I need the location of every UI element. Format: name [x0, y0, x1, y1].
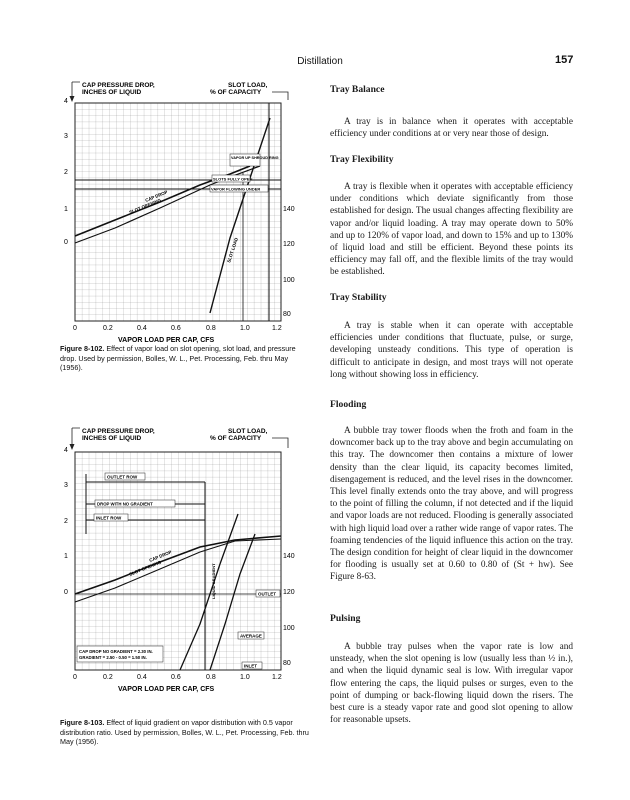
x-tick-0-4: 0.4: [137, 325, 147, 332]
left-tick-0: 0: [64, 239, 68, 246]
x-tick-0-8: 0.8: [206, 325, 216, 332]
outlet-row-label: OUTLET ROW: [107, 474, 138, 480]
left-tick-1: 1: [64, 206, 68, 213]
right-axis-title-line1: SLOT LOAD,: [228, 82, 268, 89]
figure-8-102-chart: [60, 78, 300, 348]
x-tick-1-2: 1.2: [272, 674, 282, 681]
left-tick-2: 2: [64, 169, 68, 176]
left-tick-3: 3: [64, 482, 68, 489]
right-tick-140: 140: [283, 553, 295, 560]
left-tick-0: 0: [64, 589, 68, 596]
right-tick-80: 80: [283, 311, 291, 318]
figure-8-103: [60, 424, 300, 704]
running-title: Distillation: [297, 56, 343, 67]
inlet-row-label: INLET ROW: [96, 515, 122, 521]
slot-load-label: SLOT LOAD: [226, 237, 239, 264]
right-tick-120: 120: [283, 241, 295, 248]
right-axis-title-line1: SLOT LOAD,: [228, 428, 268, 435]
x-tick-0-2: 0.2: [103, 674, 113, 681]
x-tick-0-6: 0.6: [171, 325, 181, 332]
x-tick-1-2: 1.2: [272, 325, 282, 332]
left-axis-title-line1: CAP PRESSURE DROP,: [82, 82, 155, 89]
left-axis-arrow: [70, 444, 75, 450]
page-number: 157: [555, 54, 574, 66]
right-tick-100: 100: [283, 625, 295, 632]
paragraph-tray-flexibility: A tray is flexible when it operates with acceptable efficiency under conditions which deviate significantly from those established for design. The usual changes affecting flexibility are vapor and/or liquid loading. A tray may operate down to 50% and up to 120% of vapor load, and down to 15% and up to 130% of liquid load and still be efficient. Beyond these points its efficiency may fall off, and the flexible limits of the tray would be established.: [330, 182, 573, 278]
vapor-flowing-under-label: VAPOR FLOWING UNDER: [211, 186, 261, 192]
x-tick-0-6: 0.6: [171, 674, 181, 681]
x-tick-0-4: 0.4: [137, 674, 147, 681]
slot-opening-label: SLOT OPENING: [128, 559, 162, 577]
left-axis-arrow: [70, 96, 75, 102]
figure-8-102: [60, 78, 300, 348]
heading-tray-balance: Tray Balance: [330, 84, 385, 95]
x-axis-title: VAPOR LOAD PER CAP, CFS: [118, 686, 215, 693]
note-line-1: CAP DROP NO GRADIENT = 2.30 IN.: [79, 649, 153, 654]
left-tick-4: 4: [64, 98, 68, 105]
x-axis-title: VAPOR LOAD PER CAP, CFS: [118, 337, 215, 344]
x-tick-0-8: 0.8: [206, 674, 216, 681]
plot-area: [75, 103, 281, 321]
left-tick-4: 4: [64, 447, 68, 454]
slot-opening-label: SLOT OPENING: [128, 197, 162, 215]
cap-drop-label: CAP DROP: [148, 549, 173, 563]
heading-tray-flexibility: Tray Flexibility: [330, 154, 394, 165]
average-label: AVERAGE: [240, 633, 262, 639]
liquid-gradient-label: LIQUID GRADIENT: [211, 563, 216, 599]
note-line-2: GRADIENT = 2.50 - 0.50 = 1.50 IN.: [79, 655, 147, 660]
right-axis-title-line2: % OF CAPACITY: [210, 89, 262, 96]
x-tick-1-0: 1.0: [240, 325, 250, 332]
cap-drop-label: CAP DROP: [144, 189, 169, 203]
figure-8-103-chart: [60, 424, 300, 704]
left-axis-title-line2: INCHES OF LIQUID: [82, 435, 142, 442]
drop-no-gradient-label: DROP WITH NO GRADIENT: [97, 501, 153, 507]
outlet-label: OUTLET: [258, 591, 276, 597]
left-axis-title-line2: INCHES OF LIQUID: [82, 89, 142, 96]
heading-tray-stability: Tray Stability: [330, 292, 387, 303]
right-axis-title-bracket: [272, 438, 288, 448]
figure-8-102-caption: Figure 8-102. Effect of vapor load on slot opening, slot load, and pressure drop. Used by permission, Bolles, W. L., Pet. Processing, Feb. thru May (1956).: [60, 344, 296, 373]
right-axis-title-bracket: [272, 92, 288, 100]
slots-fully-open-label: SLOTS FULLY OPEN: [213, 176, 253, 182]
left-axis-title-line1: CAP PRESSURE DROP,: [82, 428, 155, 435]
right-tick-120: 120: [283, 589, 295, 596]
heading-flooding: Flooding: [330, 399, 367, 410]
paragraph-tray-stability: A tray is stable when it can operate with acceptable efficiencies under conditions that fluctuate, pulse, or surge, developing unsteady conditions. This type of operation is difficult to anticipate in design, and most trays will not operate long without showing loss in efficiency.: [330, 321, 573, 380]
figure-8-103-caption: Figure 8-103. Effect of liquid gradient on vapor distribution with 0.5 vapor distribution ratio. Used by permission, Bolles, W. L., Pet. Processing, Feb. thru May (1956).: [60, 718, 309, 747]
left-tick-1: 1: [64, 553, 68, 560]
x-tick-0: 0: [73, 325, 77, 332]
x-tick-0: 0: [73, 674, 77, 681]
left-tick-2: 2: [64, 518, 68, 525]
paragraph-tray-balance: A tray is in balance when it operates with acceptable efficiency under conditions at or very near those of design.: [330, 117, 573, 140]
right-tick-100: 100: [283, 277, 295, 284]
left-tick-3: 3: [64, 133, 68, 140]
heading-pulsing: Pulsing: [330, 613, 361, 624]
right-tick-80: 80: [283, 660, 291, 667]
inlet-label: INLET: [244, 663, 257, 669]
paragraph-pulsing: A bubble tray pulses when the vapor rate is low and unsteady, when the slot opening is low (usually less than ½ in.), and when the liquid dynamic seal is low. With irregular vapor flow entering the caps, the liquid pulses or surges, even to the point of dumping or back-flowing liquid down the risers. The best cure is a steady vapor rate and good slot opening to allow for reasonable upsets.: [330, 642, 573, 726]
paragraph-flooding: A bubble tray tower floods when the froth and foam in the downcomer back up to the tray above and begin accumulating on this tray. The downcomer then contains a mixture of lower density than the clear liquid, its capacity becomes limited, disengagement is reduced, and the level rises in the downcomer. This level finally extends onto the tray above, and will progress to the point of filling the column, if not detected and if the liquid and vapor loads are not reduced. Flooding is generally associated with high liquid load over a rather wide range of vapor rates. The foaming tendencies of the liquid influence this action on the tray. The design condition for height of clear liquid in the downcomer for flooding is usually set at 0.60 to 0.80 of (St + hw). See Figure 8-63.: [330, 426, 573, 583]
x-tick-1-0: 1.0: [240, 674, 250, 681]
right-tick-140: 140: [283, 206, 295, 213]
vapor-up-shroud-label: VAPOR UP SHROUD RING: [231, 156, 279, 160]
x-tick-0-2: 0.2: [103, 325, 113, 332]
right-axis-title-line2: % OF CAPACITY: [210, 435, 262, 442]
